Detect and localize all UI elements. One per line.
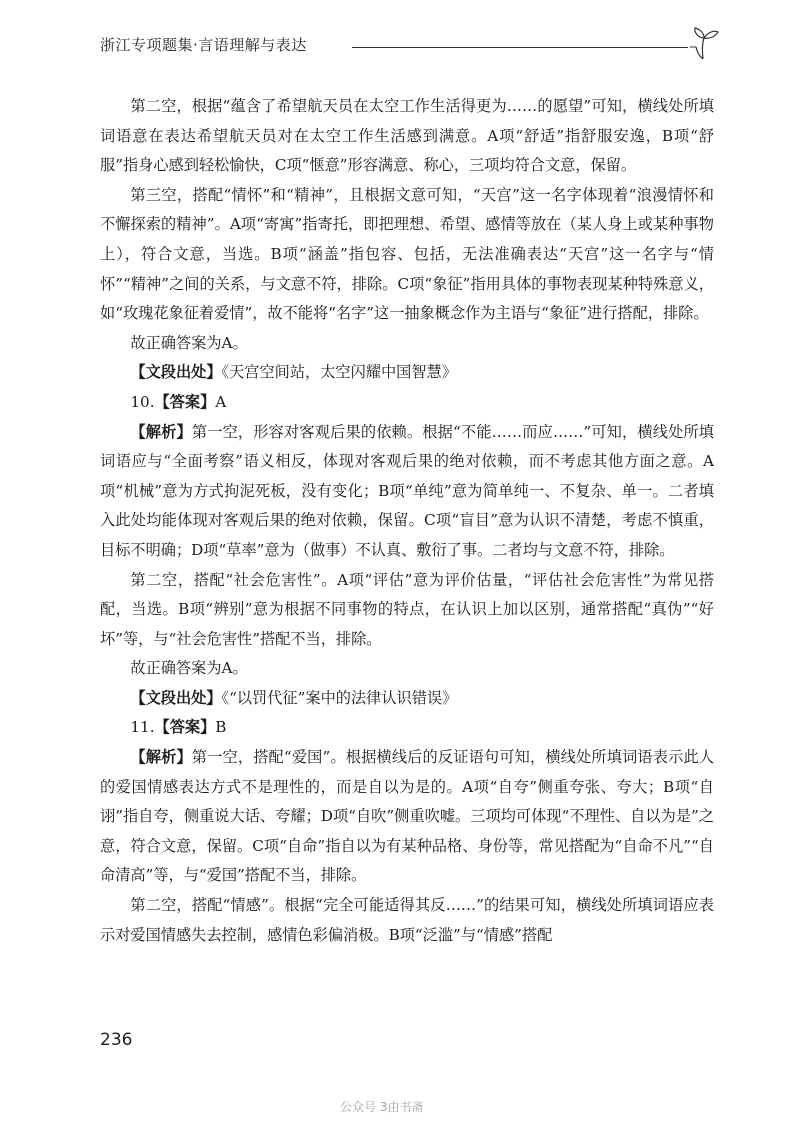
paragraph: 故正确答案为A。 bbox=[130, 333, 248, 352]
analysis-label: 【解析】 bbox=[130, 748, 192, 767]
analysis-text: 第一空，搭配“爱国”。根据横线后的反证语句可知，横线处所填词语表示此人的爱国情感表达方式不是理性的，而是自以为是的。A项“自夸”侧重夸张、夸大；B项“自诩”指自夸，侧重说大话、夸耀；D项“自吹”侧重吹嘘。三项均可体现“不理性、自以为是”之意，符合文意，保留。C项“自命”指自以为有某种品格、身份等，常见搭配为“自命不凡”“自命清高”等，与“爱国”搭配不当，排除。 bbox=[100, 748, 715, 885]
page-body bbox=[100, 92, 714, 950]
header-rule bbox=[352, 47, 688, 48]
answer-line bbox=[100, 713, 714, 743]
source-line bbox=[100, 358, 714, 388]
sprout-icon bbox=[688, 26, 720, 62]
answer-value: A bbox=[215, 392, 227, 411]
source-text: 《天宫空间站，太空闪耀中国智慧》 bbox=[221, 363, 457, 382]
answer-label: 【答案】 bbox=[154, 718, 216, 737]
page-number: 236 bbox=[100, 1030, 133, 1050]
paragraph: 第二空，搭配“社会危害性”。A项“评估”意为评价估量，“评估社会危害性”为常见搭配，当选。B项“辨别”意为根据不同事物的特点，在认识上加以区别，通常搭配“真伪”“好坏”等，与“社会危害性”搭配不当，排除。 bbox=[100, 570, 714, 648]
watermark: 公众号 3由书斋 bbox=[340, 1100, 424, 1114]
analysis-text: 第一空，形容对客观后果的依赖。根据“不能……而应……”可知，横线处所填词语应与“全面考察”语义相反，体现对客观后果的绝对依赖，而不考虑其他方面之意。A项“机械”意为方式拘泥死板，没有变化；B项“单纯”意为简单纯一、不复杂、单一。二者填入此处均能体现对客观后果的绝对依赖，保留。C项“盲目”意为认识不清楚，考虑不慎重，目标不明确；D项“草率”意为（做事）不认真、敷衍了事。二者均与文意不符，排除。 bbox=[100, 422, 714, 559]
source-text: 《“以罚代征”案中的法律认识错误》 bbox=[221, 688, 458, 707]
answer-label: 【答案】 bbox=[154, 392, 216, 411]
source-label: 【文段出处】 bbox=[130, 363, 222, 382]
analysis-paragraph bbox=[100, 418, 714, 566]
answer-line bbox=[100, 388, 714, 418]
analysis-paragraph bbox=[100, 743, 714, 891]
question-number: 10. bbox=[130, 392, 155, 411]
paragraph: 第三空，搭配“情怀”和“精神”，且根据文意可知，“天宫”这一名字体现着“浪漫情怀和不懈探索的精神”。A项“寄寓”指寄托，即把理想、希望、感情等放在（某人身上或某种事物上），符合文意，当选。B项“涵盖”指包容、包括，无法准确表达“天宫”这一名字与“情怀”“精神”之间的关系，与文意不符，排除。C项“象征”指用具体的事物表现某种特殊意义，如“玫瑰花象征着爱情”，故不能将“名字”这一抽象概念作为主语与“象征”进行搭配，排除。 bbox=[100, 185, 714, 323]
answer-value: B bbox=[215, 718, 227, 737]
paragraph: 故正确答案为A。 bbox=[130, 659, 248, 678]
running-header bbox=[100, 26, 720, 62]
analysis-label: 【解析】 bbox=[130, 422, 192, 441]
paragraph: 第二空，根据“蕴含了希望航天员在太空工作生活得更为……的愿望”可知，横线处所填词语意在表达希望航天员对在太空工作生活感到满意。A项“舒适”指舒服安逸，B项“舒服”指身心感到轻松愉快，C项“惬意”形容满意、称心，三项均符合文意，保留。 bbox=[100, 97, 714, 175]
header-title: 浙江专项题集·言语理解与表达 bbox=[100, 36, 307, 54]
source-label: 【文段出处】 bbox=[130, 688, 222, 707]
question-number: 11. bbox=[130, 718, 155, 737]
paragraph: 第二空，搭配“情感”。根据“完全可能适得其反……”的结果可知，横线处所填词语应表示对爱国情感失去控制，感情色彩偏消极。B项“泛滥”与“情感”搭配 bbox=[100, 896, 714, 944]
source-line bbox=[100, 684, 714, 714]
